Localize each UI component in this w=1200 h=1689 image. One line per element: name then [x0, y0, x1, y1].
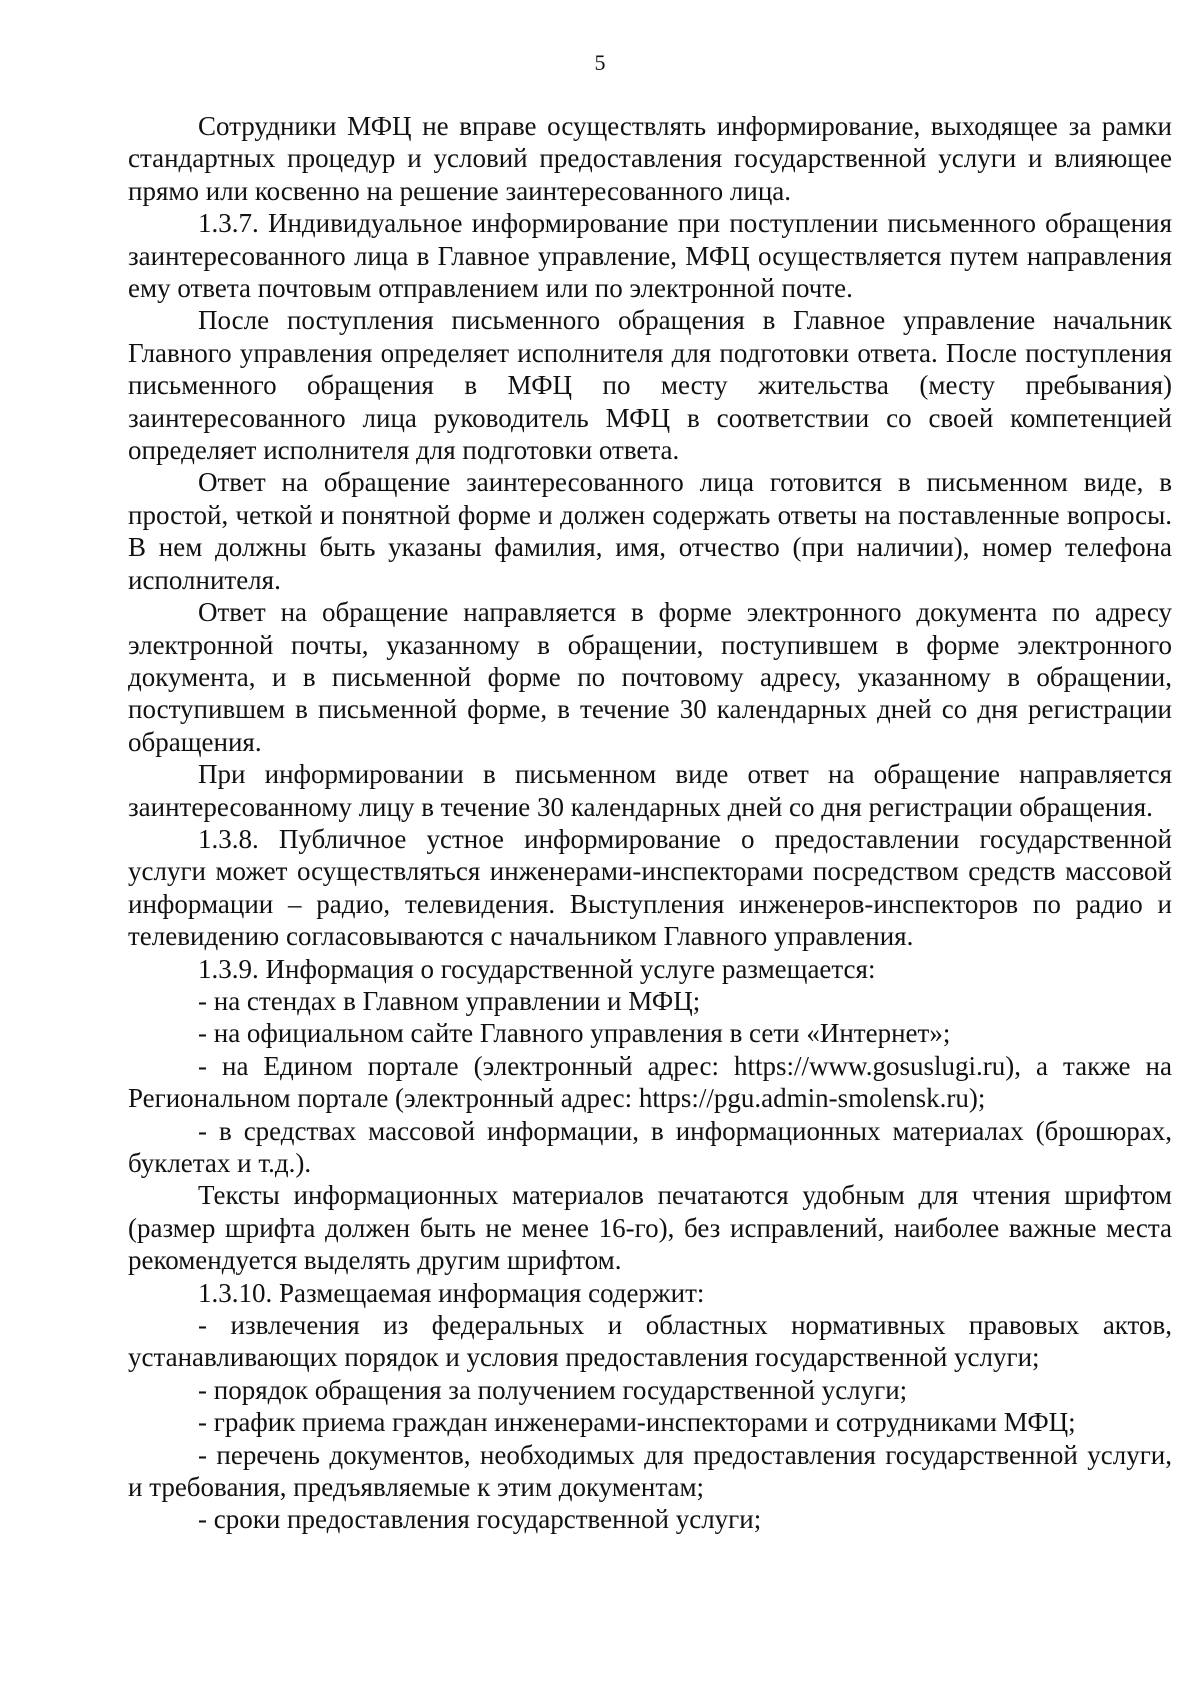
- page-number: 5: [594, 50, 606, 75]
- document-body: [128, 110, 1172, 1536]
- paragraph: Ответ на обращение заинтересованного лица готовится в письменном виде, в простой, четкой и понятной форме и должен содержать ответы на поставленные вопросы. В нем должны быть указаны фамилия, имя, отчество (при наличии), номер телефона исполнителя.: [128, 467, 1172, 595]
- paragraph: Сотрудники МФЦ не вправе осуществлять информирование, выходящее за рамки стандартных процедур и условий предоставления государственной услуги и влияющее прямо или косвенно на решение заинтересованного лица.: [128, 111, 1172, 206]
- list-item: - извлечения из федеральных и областных нормативных правовых актов, устанавливающих порядок и условия предоставления государственной услуги;: [128, 1310, 1172, 1373]
- list-item: - порядок обращения за получением государственной услуги;: [198, 1374, 908, 1405]
- paragraph: Ответ на обращение направляется в форме электронного документа по адресу электронной почты, указанному в обращении, поступившем в форме электронного документа, и в письменной форме по почтовому адресу, указанному в обращении, поступившем в письменной форме, в течение 30 календарных дней со дня регистрации обращения.: [128, 597, 1172, 757]
- list-item: - сроки предоставления государственной услуги;: [198, 1504, 762, 1535]
- paragraph: После поступления письменного обращения в Главное управление начальник Главного управления определяет исполнителя для подготовки ответа. После поступления письменного обращения в МФЦ по месту жительства (месту пребывания) заинтересованного лица руководитель МФЦ в соответствии со своей компетенцией определяет исполнителя для подготовки ответа.: [128, 305, 1172, 466]
- list-item: - на стендах в Главном управлении и МФЦ;: [198, 985, 701, 1016]
- list-item: - на Едином портале (электронный адрес: https://www.gosuslugi.ru), а также на Региональном портале (электронный адрес: https://pgu.admin-smolensk.ru);: [128, 1050, 1172, 1114]
- paragraph: При информировании в письменном виде ответ на обращение направляется заинтересованному лицу в течение 30 календарных дней со дня регистрации обращения.: [128, 759, 1172, 822]
- list-item: - график приема граждан инженерами-инспекторами и сотрудниками МФЦ;: [198, 1407, 1076, 1438]
- paragraph: Тексты информационных материалов печатаются удобным для чтения шрифтом (размер шрифта должен быть не менее 16-го), без исправлений, наиболее важные места рекомендуется выделять другим шрифтом.: [128, 1180, 1172, 1276]
- paragraph: 1.3.8. Публичное устное информирование о предоставлении государственной услуги может осуществляться инженерами-инспекторами посредством средств массовой информации – радио, телевидения. Выступления инженеров-инспекторов по радио и телевидению согласовываются с начальником Главного управления.: [128, 823, 1172, 952]
- list-item: - на официальном сайте Главного управления в сети «Интернет»;: [198, 1018, 951, 1049]
- list-item: - перечень документов, необходимых для предоставления государственной услуги, и требования, предъявляемые к этим документам;: [128, 1439, 1172, 1503]
- paragraph: 1.3.9. Информация о государственной услуге размещается:: [198, 953, 876, 984]
- list-item: - в средствах массовой информации, в информационных материалах (брошюрах, буклетах и т.д.).: [128, 1115, 1172, 1178]
- paragraph: 1.3.10. Размещаемая информация содержит:: [198, 1277, 705, 1308]
- paragraph: 1.3.7. Индивидуальное информирование при поступлении письменного обращения заинтересованного лица в Главное управление, МФЦ осуществляется путем направления ему ответа почтовым отправлением или по электронной почте.: [128, 208, 1172, 304]
